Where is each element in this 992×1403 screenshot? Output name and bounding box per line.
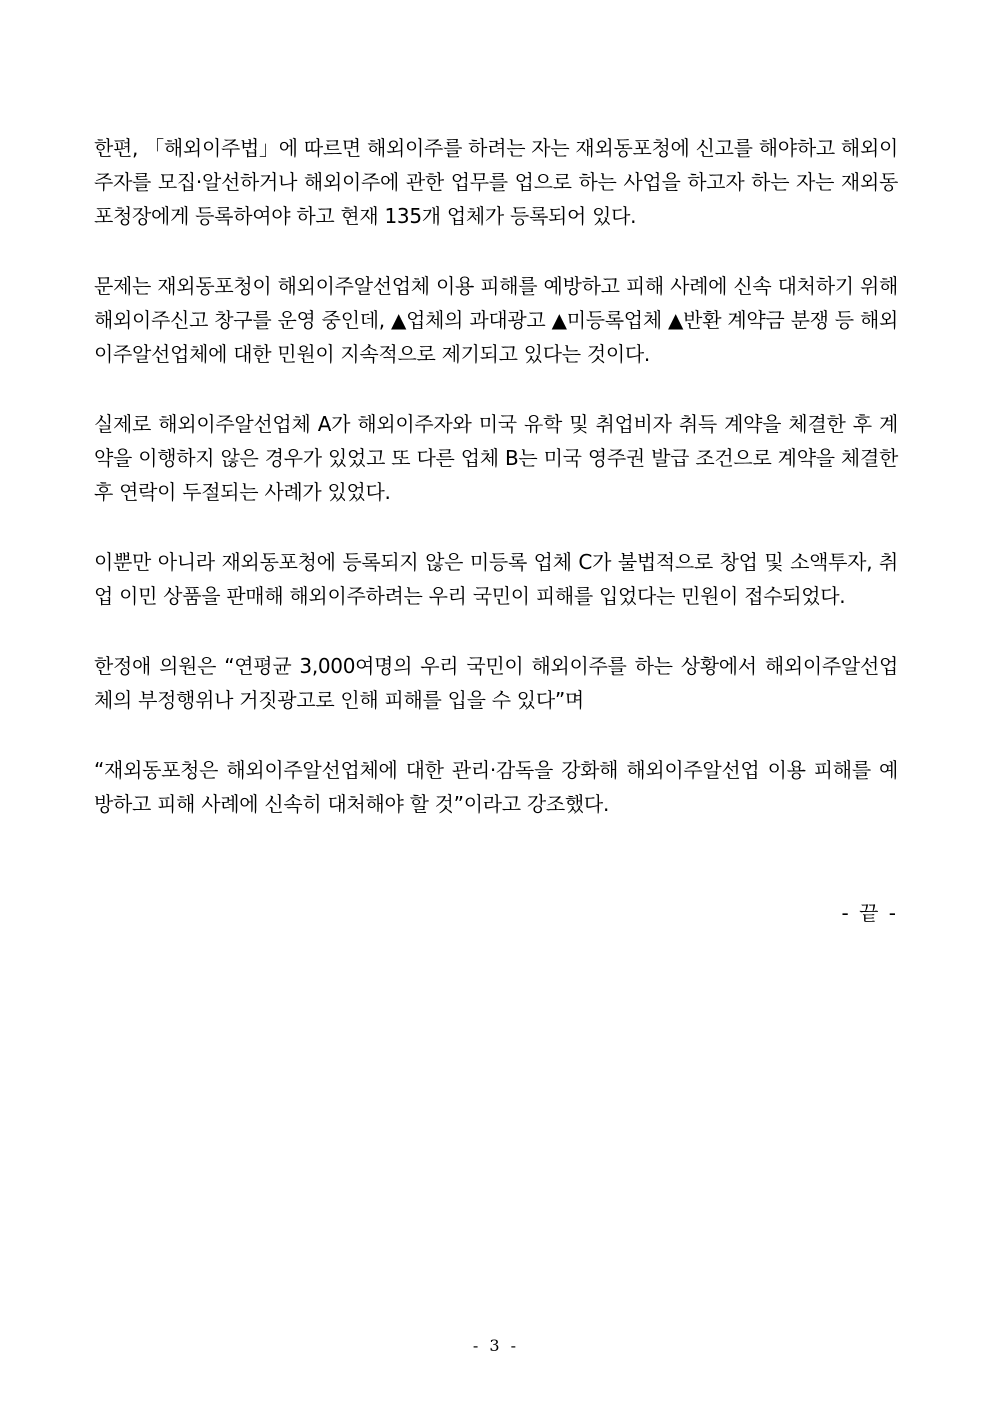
paragraph-lawmaker-quote: 한정애 의원은 “연평균 3,000여명의 우리 국민이 해외이주를 하는 상황에서 해외이주알선업체의 부정행위나 거짓광고로 인해 피해를 입을 수 있다”며 — [94, 654, 898, 712]
paragraph-case-examples: 실제로 해외이주알선업체 A가 해외이주자와 미국 유학 및 취업비자 취득 계약을 체결한 후 계약을 이행하지 않은 경우가 있었고 또 다른 업체 B는 미국 영주권 발급 조건으로 계약을 체결한 후 연락이 두절되는 사례가 있었다. — [94, 412, 898, 504]
body-text — [94, 131, 898, 857]
paragraph-overseas-emigration-act: 한편, 「해외이주법」에 따르면 해외이주를 하려는 자는 재외동포청에 신고를 해야하고 해외이주자를 모집·알선하거나 해외이주에 관한 업무를 업으로 하는 사업을 하고자 하는 자는 재외동포청장에게 등록하여야 하고 현재 135개 업체가 등록되어 있다. — [94, 136, 898, 228]
page-number: - 3 - — [472, 1336, 520, 1355]
paragraph-lawmaker-emphasis: “재외동포청은 해외이주알선업체에 대한 관리·감독을 강화해 해외이주알선업 이용 피해를 예방하고 피해 사례에 신속히 대처해야 할 것”이라고 강조했다. — [94, 758, 898, 816]
paragraph-unregistered-agency: 이뿐만 아니라 재외동포청에 등록되지 않은 미등록 업체 C가 불법적으로 창업 및 소액투자, 취업 이민 상품을 판매해 해외이주하려는 우리 국민이 피해를 입었다는 민원이 접수되었다. — [94, 550, 898, 608]
document-end-mark: - 끝 - — [841, 901, 898, 925]
paragraph-problem-statement: 문제는 재외동포청이 해외이주알선업체 이용 피해를 예방하고 피해 사례에 신속 대처하기 위해 해외이주신고 창구를 운영 중인데, ▲업체의 과대광고 ▲미등록업체 ▲반환 계약금 분쟁 등 해외이주알선업체에 대한 민원이 지속적으로 제기되고 있다는 것이다. — [94, 274, 898, 366]
